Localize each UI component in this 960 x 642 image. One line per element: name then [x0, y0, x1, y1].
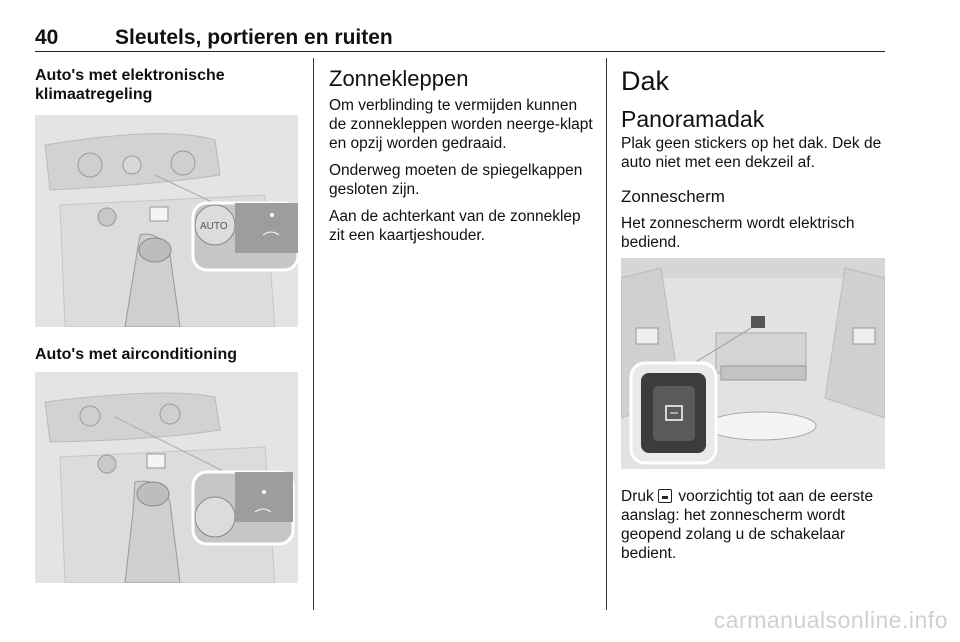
paragraph: Het zonnescherm wordt elektrisch bediend.: [621, 215, 855, 251]
sunshade-figure: [621, 258, 885, 469]
auto-button-label: AUTO: [200, 221, 228, 232]
page-header: [35, 18, 885, 52]
sunshade-icon: [658, 489, 672, 503]
paragraph: [621, 487, 887, 563]
page-number: 40: [35, 26, 59, 49]
column-2: [329, 66, 597, 245]
paragraph: Om verblinding te vermijden kunnen de zonnekleppen worden neerge-klapt en opzij worden gedraaid.: [329, 97, 593, 152]
column-1: [35, 66, 299, 104]
column-3: [621, 66, 887, 252]
subsection-heading: Zonnescherm: [621, 187, 725, 206]
paragraph: Onderweg moeten de spiegelkappen gesloten zijn.: [329, 162, 583, 198]
section-heading: Auto's met elektronische klimaatregeling: [35, 67, 225, 103]
paragraph: Aan de achterkant van de zonneklep zit een kaartjeshouder.: [329, 208, 581, 244]
subsection-heading: Panoramadak: [621, 106, 765, 132]
page-title: Sleutels, portieren en ruiten: [115, 26, 393, 49]
column-divider: [606, 58, 607, 610]
column-divider: [313, 58, 314, 610]
paragraph: Plak geen stickers op het dak. Dek de auto niet met een dekzeil af.: [621, 135, 882, 171]
paragraph-prefix: Druk: [621, 488, 654, 505]
watermark: carmanualsonline.info: [713, 607, 948, 633]
climate-control-figure: [35, 115, 298, 327]
paragraph-suffix: voorzichtig tot aan de eerste aanslag: het zonnescherm wordt geopend zolang u de schakelaar bedient.: [621, 488, 874, 562]
section-heading: Auto's met airconditioning: [35, 346, 238, 363]
section-heading: Zonnekleppen: [329, 66, 469, 91]
airconditioning-figure: [35, 372, 298, 583]
section-heading: Dak: [621, 66, 670, 96]
